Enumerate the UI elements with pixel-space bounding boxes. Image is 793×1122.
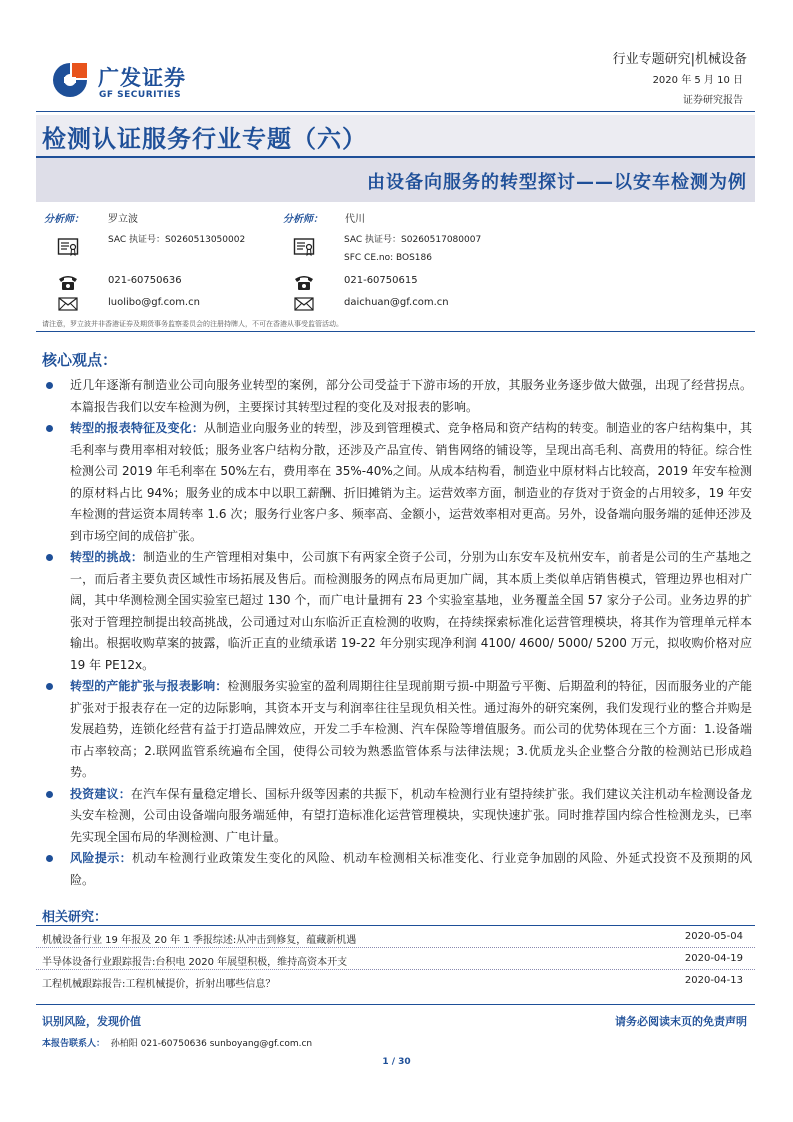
email-icon [293, 293, 315, 315]
list-item [42, 848, 752, 891]
certificate-icon [57, 236, 79, 258]
page-title: 检测认证服务行业专题（六） [42, 125, 367, 153]
page-number: 1 / 30 [382, 1057, 411, 1067]
page-subtitle: 由设备向服务的转型探讨——以安车检测为例 [367, 172, 747, 193]
related-report-date: 2020-04-19 [684, 953, 743, 964]
analyst-name: 代川 [345, 214, 365, 225]
list-item [42, 418, 752, 547]
bullet-icon [46, 855, 53, 862]
analyst-label: 分析师： [283, 214, 323, 225]
list-item [42, 547, 752, 676]
footer-slogan: 识别风险，发现价值 [42, 1015, 141, 1028]
bullet-heading: 转型的报表特征及变化： [70, 421, 204, 435]
bullet-heading: 投资建议： [70, 786, 131, 801]
footer-disclaimer: 请务必阅读末页的免责声明 [615, 1015, 747, 1028]
related-section-title: 相关研究： [42, 910, 108, 925]
row-separator [36, 947, 755, 948]
footer-contact [42, 1036, 312, 1049]
logo-text: 广发证券 [98, 66, 186, 90]
phone-icon [293, 271, 315, 293]
bullet-heading: 转型的挑战： [70, 550, 144, 564]
related-report-title[interactable]: 工程机械跟踪报告:工程机械提价，折射出哪些信息？ [42, 979, 276, 990]
report-category: 行业专题研究|机械设备 [612, 52, 747, 67]
analyst-phone: 021-60750615 [344, 275, 418, 286]
report-date: 2020 年 5 月 10 日 [652, 75, 743, 86]
bullet-text: 从制造业向服务业的转型，涉及到管理模式、竞争格局和资产结构的转变。制造业的客户结构集中，其毛利率与费用率相对较低；服务业客户结构分散，还涉及产品宣传、销售网络的铺设等，呈现出高毛利、高费用的特征。综合性检测公司 2019 年毛利率在 50%左右，费用率在 35%-40%之间。从成本结构看，制造业中原材料占比较高，2019 年安车检测的原材料占比 94%；服务业的成本中以职工薪酬、折旧摊销为主。运营效率方面，制造业的存货对于资金的占用较多，19 年安车检测的营运资本周转率 1.6 次；服务行业客户多、频率高、金额小，运营效率相对更高。另外，设备端向服务端的延伸还涉及到市场空间的成倍扩张。 [70, 421, 752, 543]
bullet-icon [46, 683, 53, 690]
related-report-title[interactable]: 半导体设备行业跟踪报告:台积电 2020 年展望积极，维持高资本开支 [42, 957, 348, 968]
list-item [42, 784, 752, 849]
analyst-phone: 021-60750636 [108, 275, 182, 286]
bullet-icon [46, 382, 53, 389]
certificate-icon [293, 236, 315, 258]
regulatory-note: 请注意，罗立波并非香港证券及期货事务监察委员会的注册持牌人，不可在香港从事受监管活动。 [42, 320, 343, 328]
bullet-icon [46, 791, 53, 798]
bullet-text: 近几年逐渐有制造业公司向服务业转型的案例，部分公司受益于下游市场的开放，其服务业务逐步做大做强，出现了经营拐点。本篇报告我们以安车检测为例，主要探讨其转型过程的变化及对报表的影响。 [70, 378, 752, 414]
related-report-date: 2020-04-13 [684, 975, 743, 986]
bullet-icon [46, 554, 53, 561]
related-divider [36, 925, 755, 926]
analyst-sac: SAC 执证号：S0260513050002 [108, 235, 246, 245]
gf-logo-icon [50, 60, 90, 100]
bullet-heading: 风险提示： [70, 851, 133, 865]
analyst-name: 罗立波 [108, 214, 138, 225]
bullet-heading: 转型的产能扩张与报表影响： [70, 679, 228, 693]
bullet-text: 检测服务实验室的盈利周期往往呈现前期亏损-中期盈亏平衡、后期盈利的特征，因而服务业的产能扩张对于报表存在一定的边际影响，其资本开支与利润率往往呈现负相关性。通过海外的研究案例，我们发现行业的整合并购是发展趋势，连锁化经营有益于打造品牌效应，开发二手车检测、汽车保险等增值服务。而公司的优势体现在三个方面：1.设备端市占率较高；2.联网监管系统遍布全国，使得公司较为熟悉监管体系与法律法规；3.优质龙头企业整合分散的检测站已形成趋势。 [70, 679, 752, 779]
logo-english: GF SECURITIES [99, 90, 182, 100]
email-icon [57, 293, 79, 315]
footer-contact-label: 本报告联系人： [42, 1039, 106, 1049]
analyst-email[interactable]: daichuan@gf.com.cn [344, 297, 449, 308]
bullet-text: 机动车检测行业政策发生变化的风险、机动车检测相关标准变化、行业竞争加剧的风险、外延式投资不及预期的风险。 [70, 851, 752, 887]
core-bullet-list [42, 375, 752, 891]
analyst-sfc: SFC CE.no: BOS186 [344, 253, 432, 263]
row-separator [36, 969, 755, 970]
list-item [42, 375, 752, 418]
title-band-divider [36, 156, 755, 158]
core-section-title: 核心观点： [42, 351, 118, 369]
related-report-date: 2020-05-04 [684, 931, 743, 942]
related-report-row[interactable] [42, 975, 743, 997]
note-divider [36, 331, 755, 332]
related-report-row[interactable] [42, 953, 743, 975]
phone-icon [57, 271, 79, 293]
list-item [42, 676, 752, 784]
bullet-text: 制造业的生产管理相对集中，公司旗下有两家全资子公司，分别为山东安车及杭州安车，前者是公司的生产基地之一，而后者主要负责区域性市场拓展及售后。而检测服务的网点布局更加广阔，其本质上类似单店销售模式，管理边界也相对广阔，其中华测检测全国实验室已超过 130 个，而广电计量拥有 23 个实验室基地，业务覆盖全国 57 家分子公司。业务边界的扩张对于管理控制提出较高挑战，公司通过对山东临沂正直检测的收购，在持续探索标准化运营管理模块，将其作为管理单元样本输出。根据收购草案的披露，临沂正直的业绩承诺 19-22 年分别实现净利润 4100/ 4600/ 5000/ 5200 万元，拟收购价格对应 19 年 PE12x。 [70, 550, 752, 672]
report-type: 证券研究报告 [683, 95, 743, 106]
bullet-text: 在汽车保有量稳定增长、国标升级等因素的共振下，机动车检测行业有望持续扩张。我们建议关注机动车检测设备龙头安车检测，公司由设备端向服务端延伸，有望打造标准化运营管理模块，实现快速扩张。同时推荐国内综合性检测龙头，已率先实现全国布局的华测检测、广电计量。 [70, 786, 752, 844]
analyst-label: 分析师： [44, 214, 84, 225]
bullet-icon [46, 425, 53, 432]
footer-divider [36, 1004, 755, 1005]
analyst-sac: SAC 执证号：S0260517080007 [344, 235, 482, 245]
related-report-title[interactable]: 机械设备行业 19 年报及 20 年 1 季报综述:从冲击到修复，蕴藏新机遇 [42, 935, 357, 946]
related-report-row[interactable] [42, 931, 743, 953]
header-divider [36, 111, 755, 112]
analyst-email[interactable]: luolibo@gf.com.cn [108, 297, 200, 308]
footer-contact-details: 孙柏阳 021-60750636 sunboyang@gf.com.cn [110, 1039, 313, 1049]
